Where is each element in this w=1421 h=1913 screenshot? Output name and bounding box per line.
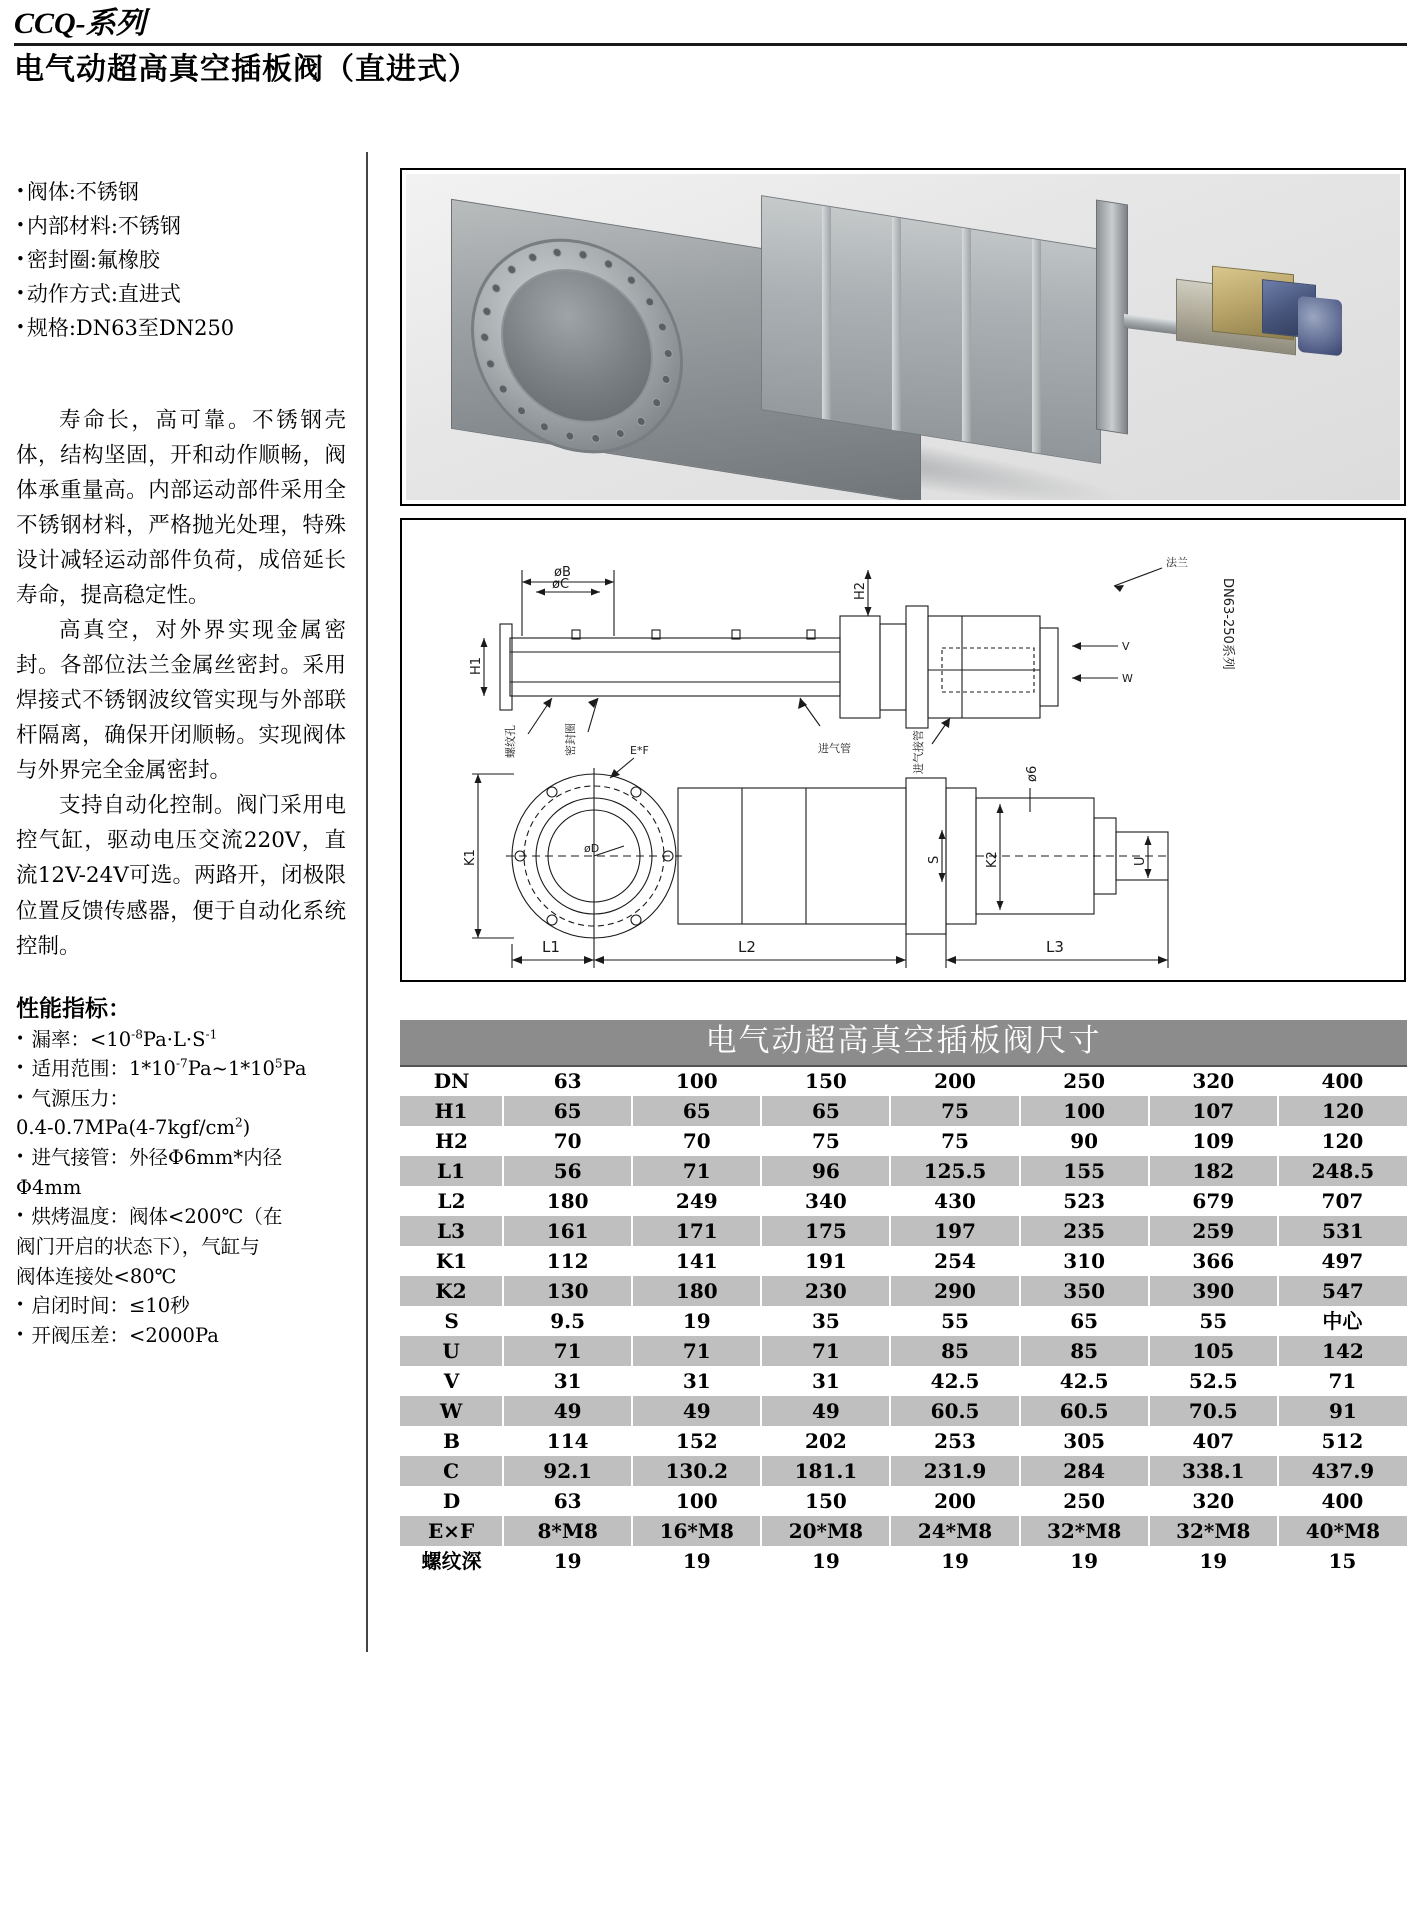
performance-spec-list <box>16 1025 346 1351</box>
table-cell: 250 <box>1020 1486 1149 1516</box>
table-cell: 390 <box>1149 1276 1278 1306</box>
table-cell: 112 <box>503 1246 632 1276</box>
table-row <box>400 1216 1407 1246</box>
table-cell: 253 <box>890 1426 1019 1456</box>
spec-label: 启闭时间： <box>31 1294 129 1318</box>
technical-drawing <box>402 520 1404 980</box>
table-cell: 305 <box>1020 1426 1149 1456</box>
flange-bolt-ring <box>464 230 690 463</box>
table-cell: 32*M8 <box>1149 1516 1278 1546</box>
spec-label: 开阀压差： <box>31 1323 129 1347</box>
list-item <box>16 1025 346 1055</box>
spec-value: $<10^{-8}Pa\cdot L\cdot S^{-1}$ <box>89 1027 218 1051</box>
flange-bolt <box>645 297 655 307</box>
table-cell: 130.2 <box>632 1456 761 1486</box>
table-cell: 49 <box>761 1396 890 1426</box>
table-cell: 75 <box>761 1126 890 1156</box>
list-item <box>16 1084 346 1114</box>
table-cell: 366 <box>1149 1246 1278 1276</box>
description-paragraph-1: 寿命长，高可靠。不锈钢壳体，结构坚固，开和动作顺畅，阀体承重量高。内部运动部件采用全不锈钢材料，严格抛光处理，特殊设计减轻运动部件负荷，成倍延长寿命，提高稳定性。 <box>16 408 346 609</box>
table-cell: 100 <box>632 1486 761 1516</box>
list-item: • 动作方式:直进式 <box>16 277 346 311</box>
table-row <box>400 1336 1407 1366</box>
table-cell: 707 <box>1278 1186 1407 1216</box>
table-cell: 430 <box>890 1186 1019 1216</box>
table-cell: 547 <box>1278 1276 1407 1306</box>
list-item: • 密封圈:氟橡胶 <box>16 243 346 277</box>
table-cell: 56 <box>503 1156 632 1186</box>
row-label: V <box>400 1366 503 1396</box>
row-label: H1 <box>400 1096 503 1126</box>
technical-drawing-frame <box>400 518 1406 982</box>
spec-label: 气源压力： <box>31 1086 129 1110</box>
table-cell: 109 <box>1149 1126 1278 1156</box>
table-cell: 141 <box>632 1246 761 1276</box>
column-header: 200 <box>890 1066 1019 1096</box>
label-series-note: DN63-250系列 <box>1220 578 1235 670</box>
row-label: E×F <box>400 1516 503 1546</box>
table-row <box>400 1426 1407 1456</box>
table-cell: 171 <box>632 1216 761 1246</box>
table-cell: 19 <box>503 1546 632 1576</box>
table-cell: 71 <box>503 1336 632 1366</box>
table-row <box>400 1276 1407 1306</box>
label-gas-inlet: 进气接管 <box>912 730 925 774</box>
left-column <box>16 175 346 1350</box>
row-label: K1 <box>400 1246 503 1276</box>
table-cell: 60.5 <box>890 1396 1019 1426</box>
table-cell: 407 <box>1149 1426 1278 1456</box>
product-photo <box>406 174 1400 500</box>
label-s: S <box>927 855 942 864</box>
flange-bolt <box>552 247 562 257</box>
label-phi-c: øC <box>552 577 570 592</box>
label-l3: L3 <box>1046 938 1064 956</box>
spec-value: ≤10秒 <box>128 1294 190 1318</box>
list-item: • 内部材料:不锈钢 <box>16 209 346 243</box>
table-row <box>400 1516 1407 1546</box>
table-cell: 310 <box>1020 1246 1149 1276</box>
flange-bolt <box>663 349 673 359</box>
spec-value: 外径Φ6mm*内径 <box>128 1146 283 1170</box>
table-cell: 114 <box>503 1426 632 1456</box>
flange-bolt <box>604 259 614 269</box>
table-cell: 523 <box>1020 1186 1149 1216</box>
table-cell: 150 <box>761 1486 890 1516</box>
table-cell: 91 <box>1278 1396 1407 1426</box>
spec-label: 进气接管： <box>31 1146 129 1170</box>
table-cell: 180 <box>632 1276 761 1306</box>
row-label: S <box>400 1306 503 1336</box>
table-cell: 100 <box>1020 1096 1149 1126</box>
flange-bolt <box>498 384 508 394</box>
flange-bolt <box>528 253 538 263</box>
table-row <box>400 1186 1407 1216</box>
table-cell: 49 <box>632 1396 761 1426</box>
flange-bolt <box>658 322 668 332</box>
table-cell: 71 <box>632 1336 761 1366</box>
label-bolt-hole: 螺纹孔 <box>504 725 517 758</box>
spec-label: 漏率： <box>31 1027 90 1051</box>
table-cell: 65 <box>761 1096 890 1126</box>
table-cell: 512 <box>1278 1426 1407 1456</box>
table-cell: 63 <box>503 1486 632 1516</box>
table-cell: 70.5 <box>1149 1396 1278 1426</box>
label-u: U <box>1133 856 1148 866</box>
flange-bolt <box>507 265 517 275</box>
table-cell: 249 <box>632 1186 761 1216</box>
table-body <box>400 1096 1407 1576</box>
feature-list <box>16 175 346 345</box>
description-block <box>16 403 346 964</box>
table-cell: 70 <box>503 1126 632 1156</box>
table-cell: 235 <box>1020 1216 1149 1246</box>
table-cell: 35 <box>761 1306 890 1336</box>
table-header-row <box>400 1066 1407 1096</box>
table-cell: 70 <box>632 1126 761 1156</box>
table-row <box>400 1096 1407 1126</box>
flange-bolt <box>482 307 492 317</box>
table-cell: 42.5 <box>890 1366 1019 1396</box>
table-cell: 350 <box>1020 1276 1149 1306</box>
series-title <box>14 8 1407 40</box>
column-header: 320 <box>1149 1066 1278 1096</box>
table-cell: 120 <box>1278 1126 1407 1156</box>
table-row <box>400 1396 1407 1426</box>
table-cell: 197 <box>890 1216 1019 1246</box>
flange-bolt <box>565 431 575 441</box>
spec-value: <2000Pa <box>128 1323 219 1347</box>
column-header: 250 <box>1020 1066 1149 1096</box>
table-cell: 15 <box>1278 1546 1407 1576</box>
label-exf: E*F <box>630 744 649 757</box>
description-paragraph-2: 高真空，对外界实现金属密封。各部位法兰金属丝密封。采用焊接式不锈钢波纹管实现与外部联杆隔离，确保开闭顺畅。实现阀体与外界完全金属密封。 <box>16 618 346 784</box>
table-cell: 40*M8 <box>1278 1516 1407 1546</box>
dimensions-table-wrap <box>400 1020 1407 1576</box>
table-row <box>400 1546 1407 1576</box>
table-cell: 32*M8 <box>1020 1516 1149 1546</box>
table-cell: 96 <box>761 1156 890 1186</box>
table-cell: 9.5 <box>503 1306 632 1336</box>
table-cell: 中心 <box>1278 1306 1407 1336</box>
table-cell: 49 <box>503 1396 632 1426</box>
table-cell: 19 <box>1149 1546 1278 1576</box>
table-cell: 400 <box>1278 1486 1407 1516</box>
table-cell: 142 <box>1278 1336 1407 1366</box>
table-cell: 231.9 <box>890 1456 1019 1486</box>
table-cell: 120 <box>1278 1096 1407 1126</box>
column-header: 63 <box>503 1066 632 1096</box>
table-cell: 85 <box>890 1336 1019 1366</box>
row-label: D <box>400 1486 503 1516</box>
row-label: U <box>400 1336 503 1366</box>
label-l1: L1 <box>542 938 560 956</box>
table-cell: 71 <box>632 1156 761 1186</box>
table-cell: 85 <box>1020 1336 1149 1366</box>
table-cell: 65 <box>1020 1306 1149 1336</box>
label-seal-ring: 密封圈 <box>564 723 577 756</box>
flange-bolt <box>485 359 495 369</box>
table-cell: 320 <box>1149 1486 1278 1516</box>
table-cell: 55 <box>890 1306 1019 1336</box>
table-cell: 161 <box>503 1216 632 1246</box>
table-cell: 16*M8 <box>632 1516 761 1546</box>
table-cell: 531 <box>1278 1216 1407 1246</box>
flange-bolt <box>662 374 672 384</box>
row-label: W <box>400 1396 503 1426</box>
table-cell: 181.1 <box>761 1456 890 1486</box>
table-cell: 105 <box>1149 1336 1278 1366</box>
table-title: 电气动超高真空插板阀尺寸 <box>400 1020 1407 1066</box>
table-cell: 24*M8 <box>890 1516 1019 1546</box>
table-cell: 284 <box>1020 1456 1149 1486</box>
table-cell: 152 <box>632 1426 761 1456</box>
label-h1: H1 <box>469 656 484 675</box>
table-cell: 75 <box>890 1096 1019 1126</box>
spec-continuation: Φ4mm <box>16 1175 82 1199</box>
flange-bolt <box>591 434 601 444</box>
row-label: L3 <box>400 1216 503 1246</box>
flange-bolt <box>652 398 662 408</box>
table-cell: 340 <box>761 1186 890 1216</box>
flange-bolt <box>637 416 647 426</box>
spec-label: 适用范围： <box>31 1057 129 1081</box>
table-row <box>400 1126 1407 1156</box>
table-cell: 248.5 <box>1278 1156 1407 1186</box>
list-item: • 规格:DN63至DN250 <box>16 311 346 345</box>
list-item <box>16 1291 346 1321</box>
performance-heading: 性能指标： <box>16 995 131 1022</box>
table-cell: 19 <box>890 1546 1019 1576</box>
row-label: C <box>400 1456 503 1486</box>
flange-bolt <box>516 405 526 415</box>
label-h2: H2 <box>853 581 868 600</box>
table-cell: 31 <box>632 1366 761 1396</box>
table-cell: 338.1 <box>1149 1456 1278 1486</box>
page-title: 电气动超高真空插板阀（直进式） <box>14 51 479 87</box>
header-divider <box>14 43 1407 46</box>
list-item <box>16 1202 346 1232</box>
table-cell: 437.9 <box>1278 1456 1407 1486</box>
table-cell: 155 <box>1020 1156 1149 1186</box>
table-row <box>400 1246 1407 1276</box>
list-item: • 阀体:不锈钢 <box>16 175 346 209</box>
table-cell: 65 <box>632 1096 761 1126</box>
table-cell: 254 <box>890 1246 1019 1276</box>
row-label: L1 <box>400 1156 503 1186</box>
row-label: K2 <box>400 1276 503 1306</box>
page-header <box>14 8 1407 88</box>
spec-continuation: 阀门开启的状态下），气缸与 阀体连接处<80℃ <box>16 1234 260 1288</box>
label-phi-d: øD <box>584 842 600 855</box>
flange-bolt <box>539 422 549 432</box>
table-cell: 55 <box>1149 1306 1278 1336</box>
list-item <box>16 1054 346 1084</box>
column-header: DN <box>400 1066 503 1096</box>
flange-bolt <box>578 250 588 260</box>
label-l2: L2 <box>738 938 756 956</box>
flange-bolt <box>480 332 490 342</box>
table-cell: 125.5 <box>890 1156 1019 1186</box>
flange-bolt <box>627 276 637 286</box>
table-cell: 52.5 <box>1149 1366 1278 1396</box>
table-cell: 19 <box>632 1306 761 1336</box>
table-cell: 259 <box>1149 1216 1278 1246</box>
table-cell: 202 <box>761 1426 890 1456</box>
list-item <box>16 1143 346 1173</box>
flange-bolt <box>616 428 626 438</box>
row-label: B <box>400 1426 503 1456</box>
table-cell: 290 <box>890 1276 1019 1306</box>
description-paragraph-3: 支持自动化控制。阀门采用电控气缸，驱动电压交流220V，直流12V-24V可选。两路开，闭极限位置反馈传感器，便于自动化系统控制。 <box>16 793 346 959</box>
table-cell: 90 <box>1020 1126 1149 1156</box>
table-cell: 191 <box>761 1246 890 1276</box>
table-cell: 19 <box>632 1546 761 1576</box>
table-row <box>400 1366 1407 1396</box>
table-cell: 182 <box>1149 1156 1278 1186</box>
column-header: 150 <box>761 1066 890 1096</box>
dimensions-table <box>400 1020 1407 1576</box>
table-cell: 92.1 <box>503 1456 632 1486</box>
table-cell: 679 <box>1149 1186 1278 1216</box>
table-cell: 65 <box>503 1096 632 1126</box>
table-title-row <box>400 1020 1407 1066</box>
row-label: H2 <box>400 1126 503 1156</box>
table-cell: 230 <box>761 1276 890 1306</box>
row-label: 螺纹深 <box>400 1546 503 1576</box>
label-k1: K1 <box>463 849 478 866</box>
spec-continuation: $0.4-0.7MPa(4-7kgf/cm^2)$ <box>16 1115 251 1140</box>
table-cell: 497 <box>1278 1246 1407 1276</box>
table-cell: 42.5 <box>1020 1366 1149 1396</box>
table-row <box>400 1456 1407 1486</box>
label-k2: K2 <box>985 851 1000 868</box>
table-cell: 180 <box>503 1186 632 1216</box>
label-phi-b: øB <box>554 565 571 580</box>
table-cell: 8*M8 <box>503 1516 632 1546</box>
product-photo-frame <box>400 168 1406 506</box>
table-cell: 71 <box>761 1336 890 1366</box>
spec-value: $1*10^{-7}Pa\sim 1*10^5Pa$ <box>128 1056 307 1081</box>
spec-value: 阀体<200℃（在 <box>128 1205 283 1229</box>
label-phi6: ø6 <box>1025 765 1040 782</box>
table-cell: 31 <box>503 1366 632 1396</box>
column-divider <box>366 152 368 1652</box>
table-cell: 19 <box>761 1546 890 1576</box>
table-cell: 20*M8 <box>761 1516 890 1546</box>
end-cap-shape <box>1298 296 1342 357</box>
series-title-text: CCQ-系列 <box>14 7 146 40</box>
list-item <box>16 1321 346 1351</box>
column-header: 100 <box>632 1066 761 1096</box>
label-v: V <box>1122 640 1130 653</box>
table-row <box>400 1306 1407 1336</box>
table-cell: 60.5 <box>1020 1396 1149 1426</box>
row-label: L2 <box>400 1186 503 1216</box>
spec-label: 烘烤温度： <box>31 1205 129 1229</box>
table-cell: 71 <box>1278 1366 1407 1396</box>
label-flange: 法兰 <box>1166 556 1188 569</box>
table-cell: 19 <box>1020 1546 1149 1576</box>
table-cell: 107 <box>1149 1096 1278 1126</box>
table-cell: 75 <box>890 1126 1019 1156</box>
column-header: 400 <box>1278 1066 1407 1096</box>
label-gas-port: 进气管 <box>818 742 851 755</box>
table-row <box>400 1156 1407 1186</box>
table-row <box>400 1486 1407 1516</box>
flange-bolt <box>491 284 501 294</box>
table-cell: 175 <box>761 1216 890 1246</box>
table-cell: 130 <box>503 1276 632 1306</box>
table-cell: 31 <box>761 1366 890 1396</box>
label-w: W <box>1122 672 1133 685</box>
table-cell: 200 <box>890 1486 1019 1516</box>
